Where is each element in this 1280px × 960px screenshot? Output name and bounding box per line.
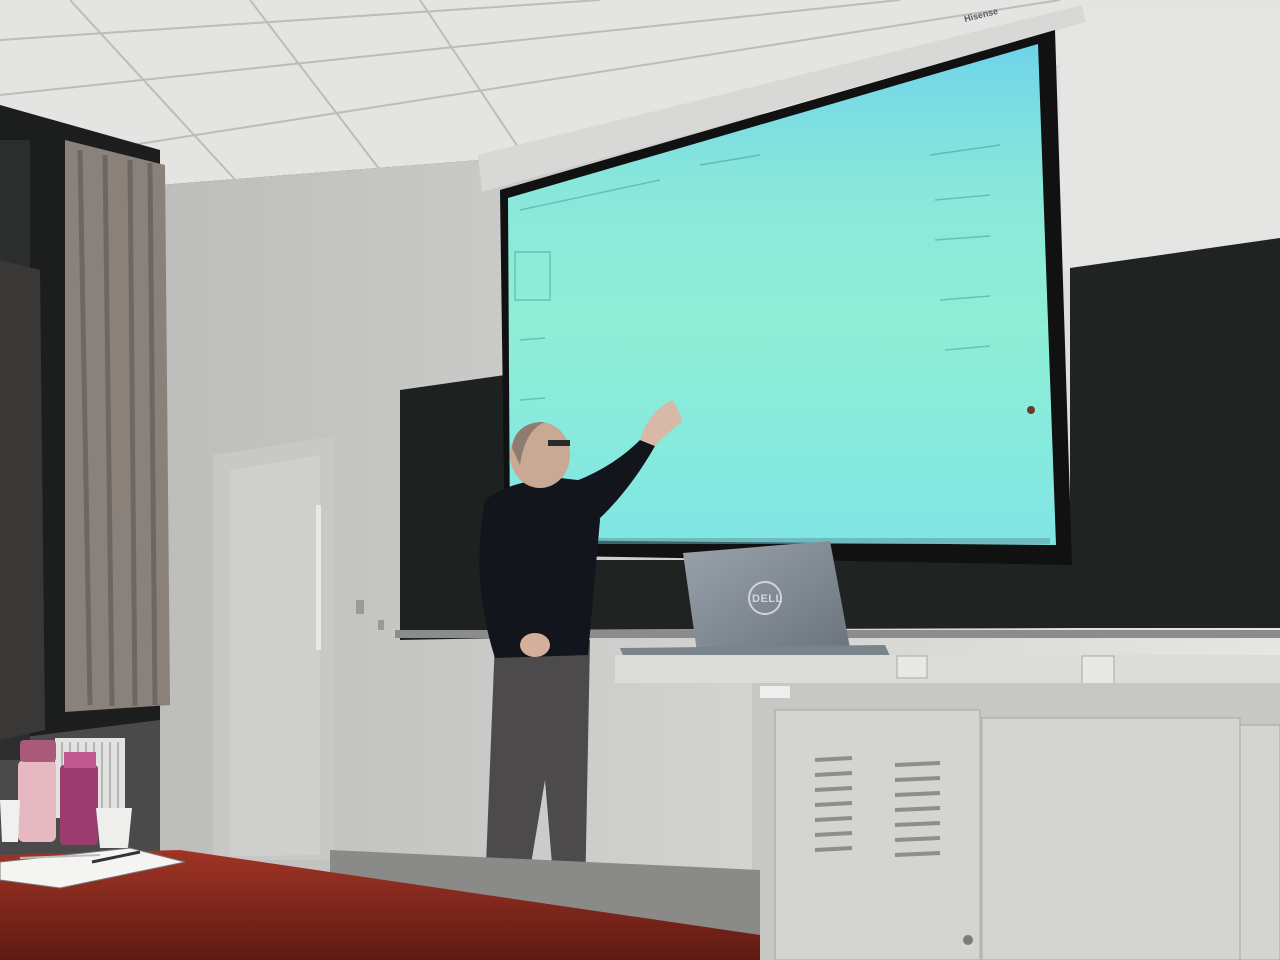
desk-items	[0, 740, 185, 888]
window-with-curtains	[0, 105, 170, 760]
laptop-logo-label: DELL	[752, 593, 783, 605]
screen-brand-label: Hisense	[963, 5, 999, 24]
